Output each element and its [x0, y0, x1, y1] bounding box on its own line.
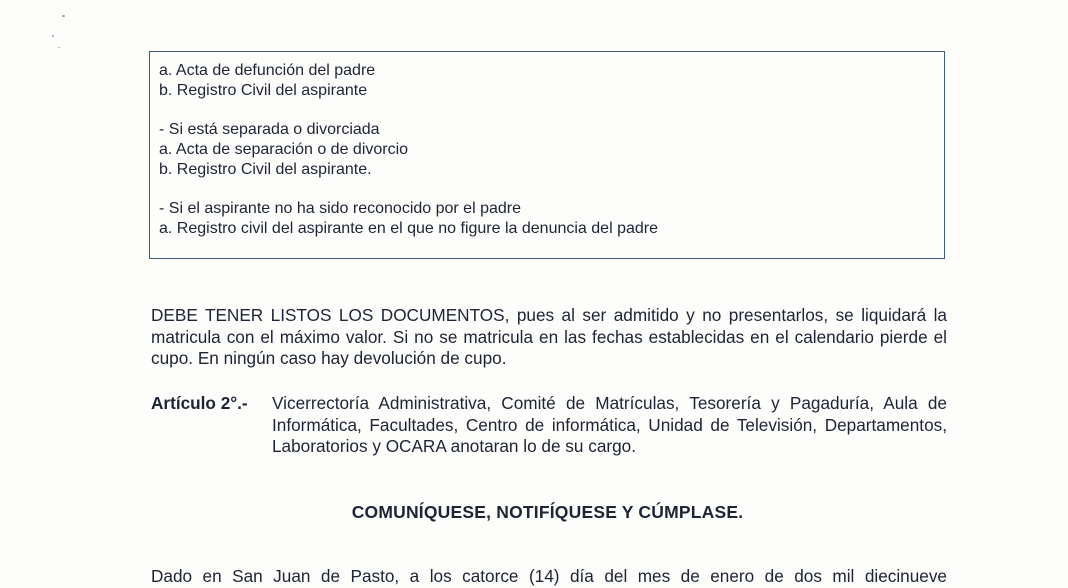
requirement-heading: - Si el aspirante no ha sido reconocido por el padre [159, 200, 521, 217]
closing-statement: COMUNÍQUESE, NOTIFÍQUESE Y CÚMPLASE. [351, 502, 744, 522]
notice-paragraph: DEBE TENER LISTOS LOS DOCUMENTOS, pues al ser admitido y no presentarlos, se liquidará la matricula con el máximo valor. Si no se matricula en las fechas establecidas en el calendario pierde el cupo. En ningún caso hay devolución de cupo. [151, 305, 947, 368]
spacer [159, 180, 944, 199]
spacer [159, 101, 944, 120]
requirement-line: a. Registro civil del aspirante en el que no figure la denuncia del padre [159, 220, 658, 237]
scan-speck [62, 15, 65, 17]
article-text: Vicerrectoría Administrativa, Comité de Matrículas, Tesorería y Pagaduría, Aula de Informática, Facultades, Centro de informática, Unidad de Televisión, Departamentos, Laboratorios y OCARA anotaran lo de su cargo. [272, 393, 947, 456]
requirements-box [149, 51, 945, 259]
requirement-heading: - Si está separada o divorciada [159, 121, 380, 138]
scan-speck [58, 47, 60, 48]
requirement-line: a. Acta de defunción del padre [159, 62, 376, 79]
scan-speck [52, 35, 54, 37]
footer-date-line: Dado en San Juan de Pasto, a los catorce (14) día del mes de enero de dos mil diecinueve [151, 566, 947, 586]
requirement-line: b. Registro Civil del aspirante [159, 82, 368, 99]
requirement-line: b. Registro Civil del aspirante. [159, 161, 372, 178]
article-label: Artículo 2°.- [151, 393, 248, 413]
requirement-line: a. Acta de separación o de divorcio [159, 141, 409, 158]
